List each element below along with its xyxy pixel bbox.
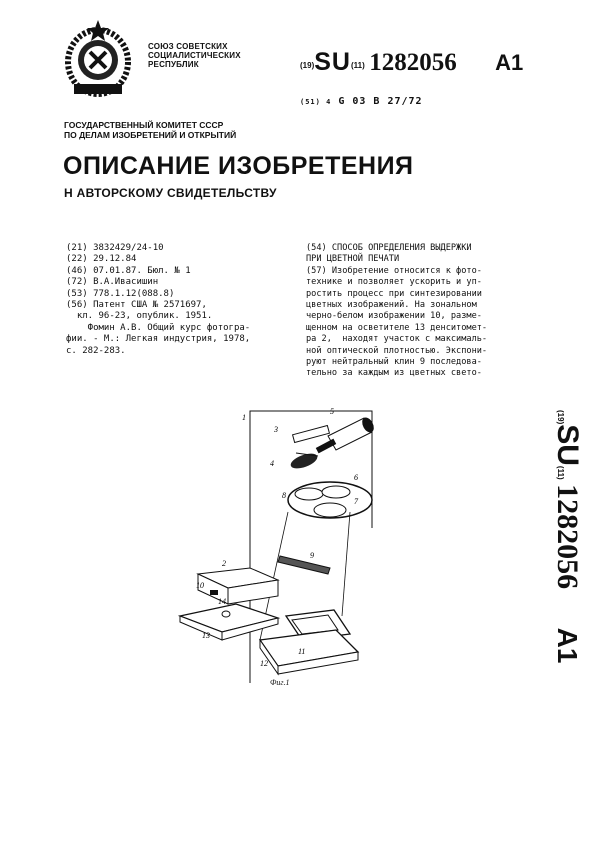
biblio-line: кл. 96-23, опублик. 1951.: [66, 311, 213, 322]
figure-label: 5: [330, 408, 334, 416]
side-publication-number: [548, 410, 588, 664]
figure-label: 6: [354, 473, 358, 482]
country-code: SU: [314, 48, 351, 76]
abstract-line: ростить процесс при синтезировании: [306, 288, 482, 299]
committee: [64, 120, 236, 140]
abstract-line: (57) Изобретение относится к фото-: [306, 265, 482, 276]
figure-label: 12: [260, 659, 268, 668]
inid-19: (19): [300, 61, 315, 70]
union-line: СОЮЗ СОВЕТСКИХ: [148, 42, 228, 51]
biblio-line: фии. - М.: Легкая индустрия, 1978,: [66, 334, 251, 345]
side-country-code: SU: [551, 424, 584, 466]
side-inid-11: (11): [556, 465, 565, 480]
kind-code: A1: [495, 50, 524, 75]
abstract-line: щенном на осветителе 13 денситомет-: [306, 322, 488, 333]
ipc-classification: [300, 96, 423, 107]
biblio-line: (53) 778.1.12(088.8): [66, 288, 175, 299]
figure-label: 9: [310, 551, 314, 560]
ipc-code: (51) 4: [300, 98, 332, 106]
patent-number: 1282056: [369, 49, 457, 76]
side-kind-code: A1: [552, 627, 583, 664]
figure-label: 2: [222, 559, 226, 568]
ipc-class: G 03 B 27/72: [338, 96, 423, 107]
bibliographic-data: [66, 243, 302, 357]
figure-label: 14: [218, 597, 226, 606]
committee-line: ПО ДЕЛАМ ИЗОБРЕТЕНИЙ И ОТКРЫТИЙ: [64, 130, 237, 140]
biblio-line: (22) 29.12.84: [66, 254, 137, 265]
abstract-line: тельно за каждым из цветных свето-: [306, 368, 482, 379]
figure-label: 3: [274, 425, 278, 434]
side-patent-number: 1282056: [551, 484, 584, 590]
side-inid-19: (19): [556, 410, 565, 425]
patent-figure: [178, 408, 378, 698]
publication-number: [300, 48, 523, 77]
figure-label: 11: [298, 647, 306, 656]
figure-caption: Фиг.1: [270, 678, 290, 687]
abstract-line: (54) СПОСОБ ОПРЕДЕЛЕНИЯ ВЫДЕРЖКИ: [306, 243, 472, 253]
abstract-line: ной оптической плотностью. Экспони-: [306, 345, 488, 356]
abstract-line: технике и позволяет ускорить и уп-: [306, 277, 482, 288]
document-subtitle: Н АВТОРСКОМУ СВИДЕТЕЛЬСТВУ: [64, 186, 277, 200]
abstract-line: ПРИ ЦВЕТНОЙ ПЕЧАТИ: [306, 254, 400, 265]
figure-label: 8: [282, 491, 286, 500]
abstract-line: черно-белом изображении 10, разме-: [306, 311, 482, 322]
biblio-line: (21) 3832429/24-10: [66, 243, 164, 253]
abstract-line: цветных изображений. На зональном: [306, 300, 477, 311]
biblio-line: (46) 07.01.87. Бюл. № 1: [66, 265, 191, 276]
biblio-line: Фомин А.В. Общий курс фотогра-: [66, 322, 251, 333]
figure-label: 1: [242, 413, 246, 422]
figure-label: 13: [202, 631, 210, 640]
abstract: [306, 243, 542, 380]
union-line: СОЦИАЛИСТИЧЕСКИХ: [148, 51, 241, 60]
biblio-line: с. 282-283.: [66, 345, 126, 356]
document-title: ОПИСАНИЕ ИЗОБРЕТЕНИЯ: [63, 152, 414, 180]
union-line: РЕСПУБЛИК: [148, 60, 199, 69]
abstract-line: руют нейтральный клин 9 последова-: [306, 357, 482, 368]
committee-line: ГОСУДАРСТВЕННЫЙ КОМИТЕТ СССР: [64, 120, 224, 130]
figure-label: 7: [354, 497, 358, 506]
inid-11: (11): [350, 61, 365, 70]
ussr-emblem-icon: [60, 18, 136, 98]
union-name: [148, 42, 241, 69]
figure-label: 4: [270, 459, 274, 468]
abstract-line: ра 2, находят участок с максималь-: [306, 334, 488, 345]
figure-label: 10: [196, 581, 204, 590]
biblio-line: (72) В.А.Ивасишин: [66, 277, 159, 288]
biblio-line: (56) Патент США № 2571697,: [66, 300, 207, 311]
